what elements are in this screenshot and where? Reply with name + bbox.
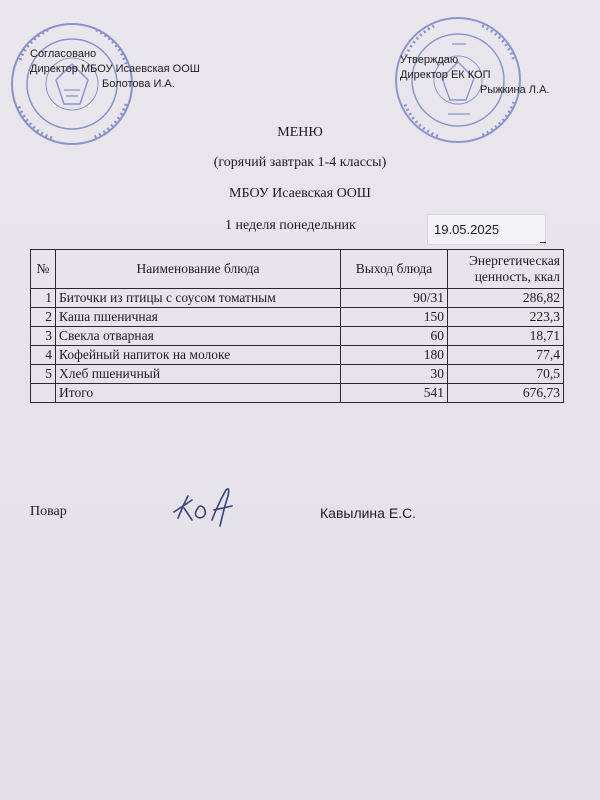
menu-date: 19.05.2025 [428, 215, 545, 244]
date-dash [540, 242, 546, 243]
total-output: 541 [341, 384, 448, 403]
table-row [31, 346, 564, 365]
header-output: Выход блюда [341, 250, 448, 289]
row-name: Биточки из птицы с соусом томатным [56, 289, 341, 308]
row-name: Хлеб пшеничный [56, 365, 341, 384]
row-output: 90/31 [341, 289, 448, 308]
header-energy-line1: Энергетическая [468, 253, 560, 268]
cook-role: Повар [30, 504, 67, 519]
approval-left-line2: Директор МБОУ Исаевская ООШ [30, 63, 200, 75]
row-name: Каша пшеничная [56, 308, 341, 327]
week-day-label: 1 неделя понедельник [225, 218, 356, 233]
approval-left-line3: Болотова И.А. [102, 78, 175, 90]
row-name: Свекла отварная [56, 327, 341, 346]
row-output: 60 [341, 327, 448, 346]
header-energy-line2: ценность, ккал [474, 269, 560, 284]
table-header-row [31, 250, 564, 289]
row-num: 1 [31, 289, 56, 308]
menu-heading: МЕНЮ [277, 125, 323, 140]
table-row [31, 308, 564, 327]
approval-right-line2: Директор ЕК КОП [400, 69, 491, 81]
approval-left [30, 47, 200, 92]
row-energy: 18,71 [448, 327, 564, 346]
school-name: МБОУ Исаевская ООШ [229, 186, 371, 201]
table-total-row [31, 384, 564, 403]
approval-right-line1: Утверждаю [400, 54, 459, 66]
total-label: Итого [56, 384, 341, 403]
row-energy: 223,3 [448, 308, 564, 327]
header-name: Наименование блюда [56, 250, 341, 289]
cook-signature [170, 482, 250, 532]
row-num: 3 [31, 327, 56, 346]
row-energy: 70,5 [448, 365, 564, 384]
header-energy [448, 250, 564, 289]
row-num: 5 [31, 365, 56, 384]
approval-left-line1: Согласовано [30, 48, 97, 60]
row-num: 4 [31, 346, 56, 365]
table-row [31, 327, 564, 346]
total-num [31, 384, 56, 403]
row-name: Кофейный напиток на молоке [56, 346, 341, 365]
row-output: 30 [341, 365, 448, 384]
approval-right [400, 53, 549, 98]
table-row [31, 365, 564, 384]
menu-table [30, 249, 564, 403]
header-num: № [31, 250, 56, 289]
menu-subtitle: (горячий завтрак 1-4 классы) [213, 155, 387, 170]
cook-name: Кавылина Е.С. [320, 505, 417, 521]
row-num: 2 [31, 308, 56, 327]
row-energy: 77,4 [448, 346, 564, 365]
table-row [31, 289, 564, 308]
row-output: 150 [341, 308, 448, 327]
row-energy: 286,82 [448, 289, 564, 308]
approval-right-line3: Рыжкина Л.А. [480, 84, 550, 96]
row-output: 180 [341, 346, 448, 365]
total-energy: 676,73 [448, 384, 564, 403]
